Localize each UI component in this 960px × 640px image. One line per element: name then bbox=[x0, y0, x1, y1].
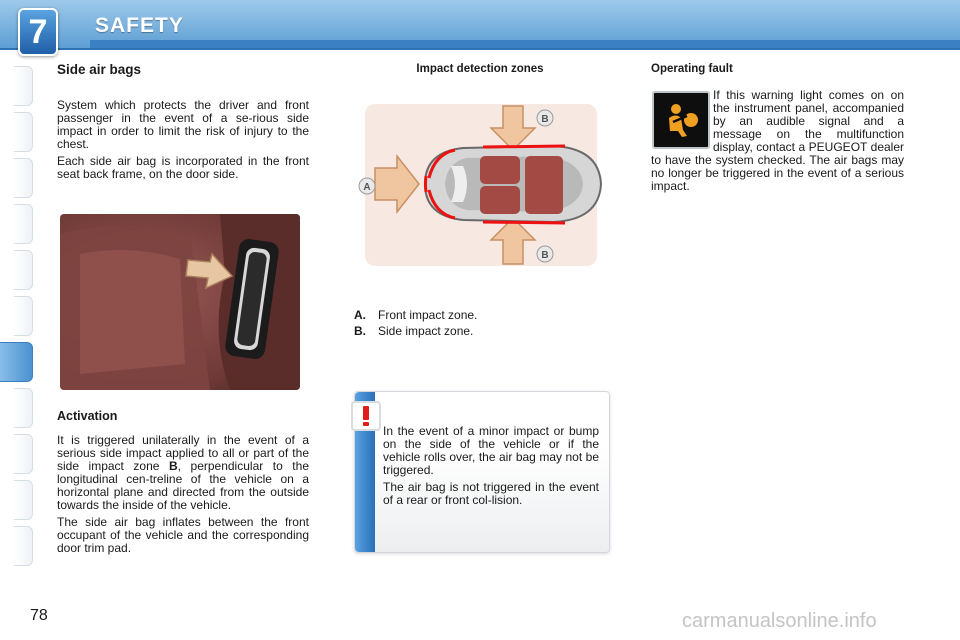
exclamation-icon bbox=[351, 401, 381, 431]
legend-text: Front impact zone. bbox=[378, 308, 478, 322]
chapter-title: SAFETY bbox=[95, 14, 184, 37]
operating-fault-title: Operating fault bbox=[651, 63, 733, 75]
legend-item bbox=[354, 323, 604, 339]
zone-label-a: A bbox=[363, 182, 371, 193]
chapter-tab[interactable] bbox=[14, 204, 33, 244]
activation-para1 bbox=[57, 434, 309, 512]
activation-para1-text: It is triggered unilaterally in the event of a serious side impact applied to all or part of the side impact zone bbox=[57, 433, 309, 473]
impact-zones-legend bbox=[354, 307, 604, 339]
side-airbags-title: Side air bags bbox=[57, 62, 142, 77]
chapter-tabs bbox=[0, 66, 34, 578]
side-airbags-section bbox=[57, 62, 309, 185]
chapter-tab[interactable] bbox=[14, 526, 33, 566]
chapter-tab[interactable] bbox=[14, 434, 33, 474]
warning-para1: In the event of a minor impact or bump on the side of the vehicle or if the vehicle rolls over, the air bag may not be triggered. bbox=[383, 424, 599, 477]
watermark: carmanualsonline.info bbox=[682, 610, 877, 632]
legend-item bbox=[354, 307, 604, 323]
icon-spacer bbox=[651, 89, 713, 149]
car-top-view bbox=[355, 98, 605, 270]
chapter-tab[interactable] bbox=[14, 480, 33, 520]
seat-photo bbox=[60, 214, 300, 390]
warning-para2: The air bag is not triggered in the event of a rear or front col-lision. bbox=[383, 480, 599, 507]
chapter-tab[interactable] bbox=[14, 158, 33, 198]
chapter-tab[interactable] bbox=[14, 388, 33, 428]
side-airbags-para2: Each side air bag is incorporated in the front seat back frame, on the door side. bbox=[57, 154, 309, 181]
activation-zone-letter: B bbox=[168, 459, 178, 473]
page-number: 78 bbox=[30, 607, 48, 624]
zone-label-b-top: B bbox=[541, 114, 549, 125]
side-airbags-para1: System which protects the driver and front passenger in the event of a se-rious side impact in order to limit the risk of injury to the chest. bbox=[57, 98, 309, 151]
zone-label-b-bottom: B bbox=[541, 250, 549, 261]
warning-text bbox=[383, 425, 599, 511]
operating-fault-text-block bbox=[651, 89, 904, 193]
legend-text: Side impact zone. bbox=[378, 324, 474, 338]
legend-letter: A. bbox=[354, 308, 366, 322]
seat-illustration bbox=[60, 214, 300, 390]
header-stripe bbox=[90, 40, 960, 48]
activation-title: Activation bbox=[57, 409, 118, 423]
activation-para2: The side air bag inflates between the front occupant of the vehicle and the corresponding door trim pad. bbox=[57, 515, 309, 555]
activation-section bbox=[57, 409, 309, 559]
chapter-tab-active[interactable] bbox=[0, 342, 33, 382]
chapter-tab[interactable] bbox=[14, 296, 33, 336]
chapter-tab[interactable] bbox=[14, 112, 33, 152]
chapter-number-badge: 7 bbox=[18, 8, 58, 56]
activation-para1-text-end: , perpendicular to the longitudinal cen-treline of the vehicle on a horizontal plane and directed from the outside towards the inside of the vehicle. bbox=[57, 459, 309, 512]
impact-zones-diagram bbox=[355, 98, 605, 270]
legend-letter: B. bbox=[354, 324, 366, 338]
chapter-tab[interactable] bbox=[14, 250, 33, 290]
impact-zones-title: Impact detection zones bbox=[416, 63, 544, 75]
operating-fault-text: If this warning light comes on on the instrument panel, accompanied by an audible signal and a message on the multifunction display, contact a PEUGEOT dealer to have the system checked. The air bags may no longer be triggered in the event of a serious impact. bbox=[651, 88, 904, 193]
chapter-tab[interactable] bbox=[14, 66, 33, 106]
